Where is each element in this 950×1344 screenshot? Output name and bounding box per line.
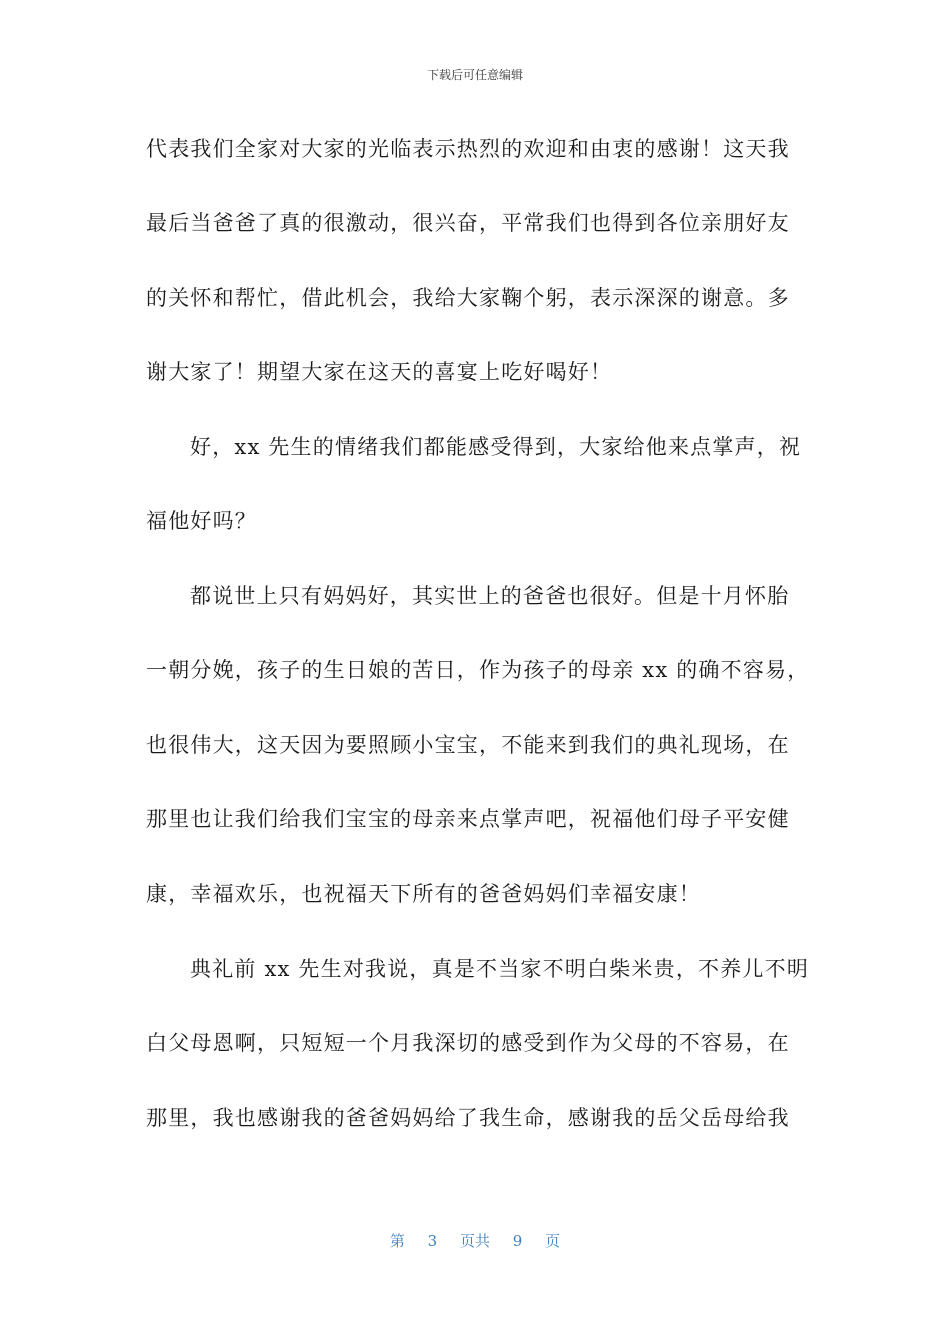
body-line: 谢大家了！期望大家在这天的喜宴上吃好喝好！ xyxy=(146,360,613,384)
body-line: 那里也让我们给我们宝宝的母亲来点掌声吧，祝福他们母子平安健 xyxy=(146,807,790,831)
body-line: 那里，我也感谢我的爸爸妈妈给了我生命，感谢我的岳父岳母给我 xyxy=(146,1106,790,1130)
page-mid: 页共 xyxy=(459,1232,490,1250)
body-line: 都说世上只有妈妈好，其实世上的爸爸也很好。但是十月怀胎 xyxy=(190,584,790,608)
body-line: 最后当爸爸了真的很激动，很兴奋，平常我们也得到各位亲朋好友 xyxy=(146,211,790,235)
body-line: 福他好吗？ xyxy=(146,509,257,533)
body-line: 代表我们全家对大家的光临表示热烈的欢迎和由衷的感谢！这天我 xyxy=(146,137,790,161)
body-line: 一朝分娩，孩子的生日娘的苦日，作为孩子的母亲 xx 的确不容易， xyxy=(146,658,810,682)
body-line: 白父母恩啊，只短短一个月我深切的感受到作为父母的不容易，在 xyxy=(146,1031,790,1055)
body-line: 也很伟大，这天因为要照顾小宝宝，不能来到我们的典礼现场，在 xyxy=(146,733,790,757)
page-header: 下载后可任意编辑 xyxy=(426,68,523,82)
page-current: 3 xyxy=(427,1232,438,1250)
page-prefix: 第 xyxy=(389,1232,405,1250)
body-line: 好，xx 先生的情绪我们都能感受得到，大家给他来点掌声，祝 xyxy=(190,435,802,459)
page-suffix: 页 xyxy=(545,1232,561,1250)
page-total: 9 xyxy=(512,1232,523,1250)
page-footer xyxy=(0,1230,950,1251)
body-line: 康，幸福欢乐，也祝福天下所有的爸爸妈妈们幸福安康！ xyxy=(146,882,701,906)
body-line: 典礼前 xx 先生对我说，真是不当家不明白柴米贵，不养儿不明 xyxy=(190,957,810,981)
body-line: 的关怀和帮忙，借此机会，我给大家鞠个躬，表示深深的谢意。多 xyxy=(146,286,790,310)
